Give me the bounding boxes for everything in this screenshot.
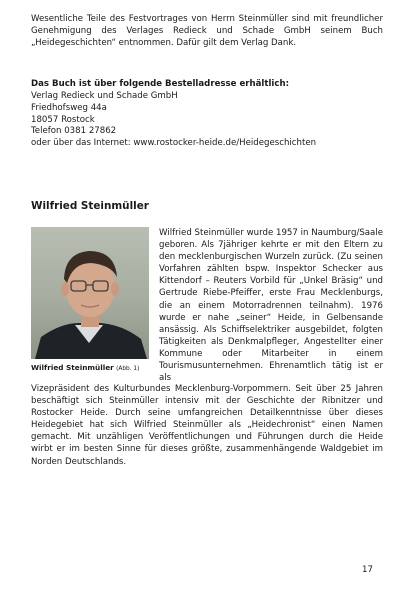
address-phone: Telefon 0381 27862 [31, 126, 117, 137]
order-address-block [31, 91, 391, 150]
caption-figure-ref: (Abb. 1) [116, 366, 140, 372]
address-city: 18057 Rostock [31, 114, 95, 125]
author-bio-continued: Vizepräsident des Kulturbundes Mecklenburg-Vorpommern. Seit über 25 Jahren beschäftigt sich Steinmüller intensiv mit der Geschichte der Ribnitzer und Rostocker Heide. Durch seine umfangreichen Detailkenntnisse über dieses Heidegebiet hat sich Wilfried Steinmüller als „Heidechronist“ einen Namen gemacht. Mit unzähligen Veröffentlichungen und Führungen durch die Heide wirbt er im besten Sinne für dieses größte, zusammenhängende Waldgebiet im Norden Deutschlands. [31, 384, 383, 467]
address-street: Friedhofsweg 44a [31, 102, 107, 113]
author-portrait-photo [31, 227, 149, 359]
portrait-illustration [31, 227, 149, 359]
order-address-heading: Das Buch ist über folgende Bestelladresse erhältlich: [31, 79, 290, 89]
author-section-title: Wilfried Steinmüller [31, 200, 149, 212]
page-number: 17 [362, 565, 373, 575]
photo-caption [31, 363, 139, 374]
intro-paragraph: Wesentliche Teile des Festvortrages von Herrn Steinmüller sind mit freundlicher Genehmigung des Verlages Redieck und Schade GmbH seinem Buch „Heidegeschichten“ entnommen. Dafür gilt dem Verlag Dank. [31, 14, 383, 48]
caption-name: Wilfried Steinmüller [31, 363, 114, 372]
address-internet: oder über das Internet: www.rostocker-heide.de/Heidegeschichten [31, 138, 317, 149]
author-bio-column: Wilfried Steinmüller wurde 1957 in Naumburg/Saale geboren. Als 7jähriger kehrte er mit den Eltern zu den mecklenburgischen Wurzeln zurück. (Zu seinen Vorfahren zählten bspw. Inspektor Schecker aus Kittendorf – Reuters Vorbild für „Unkel Bräsig“ und Gertrude Riebe-Pfeiffer, erste Frau Mecklenburgs, die an einem Motorradrennen teilnahm). 1976 wurde er nahe „seiner“ Heide, in Gelbensande ansässig. Als Schiffselektriker ausgebildet, folgten Tätigkeiten als Denkmalpfleger, Angestellter einer Kommune oder Mitarbeiter in einem Tourismusunternehmen. Ehrenamtlich tätig ist er als [159, 228, 383, 384]
address-publisher: Verlag Redieck und Schade GmbH [31, 91, 178, 101]
